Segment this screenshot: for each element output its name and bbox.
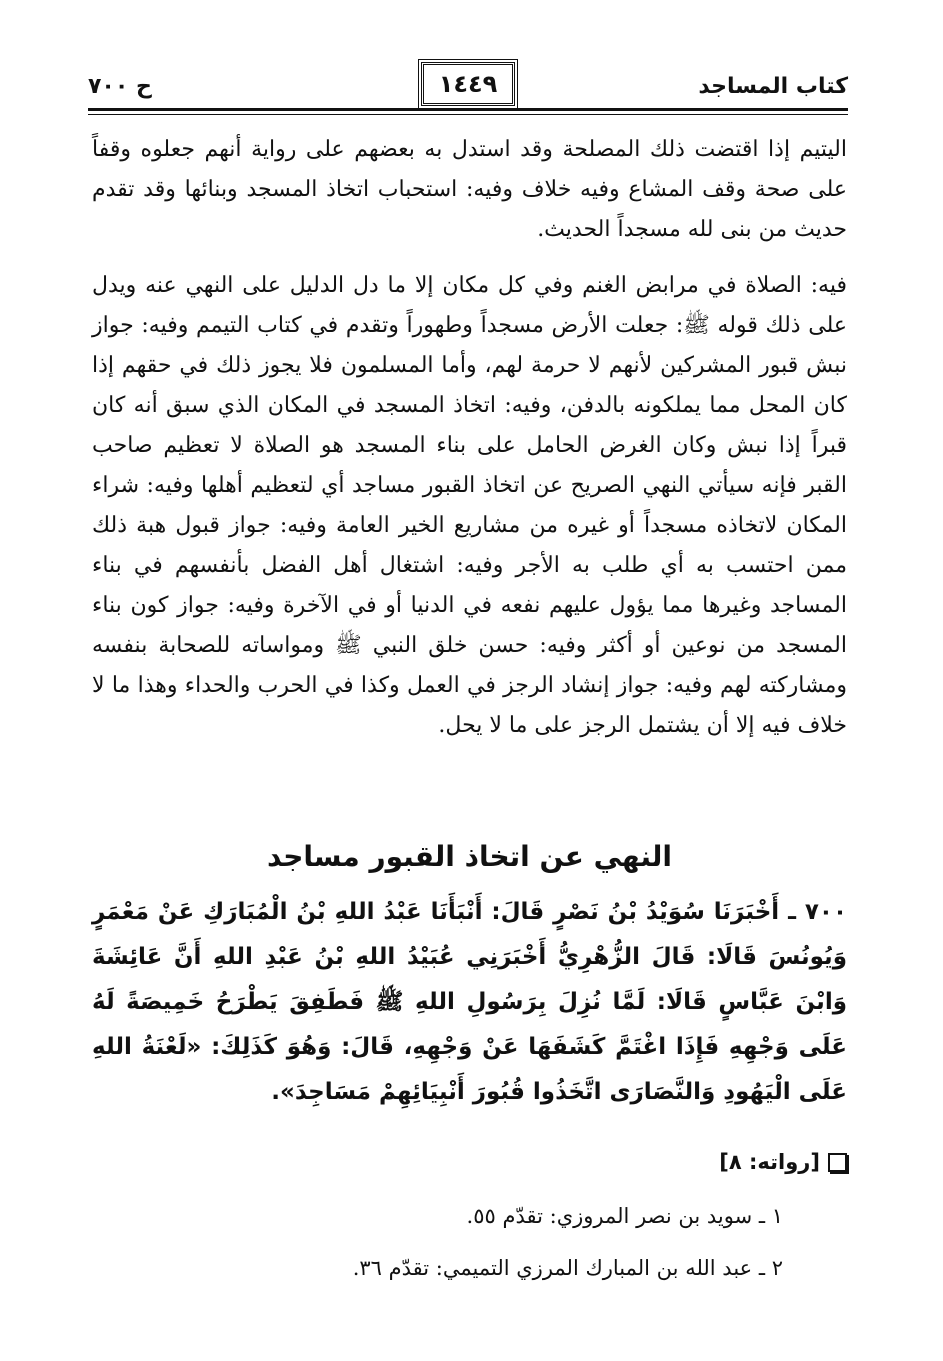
book-title: كتاب المساجد [698, 74, 848, 99]
narrator-item: ٢ ـ عبد الله بن المبارك المرزي التميمي: تقدّم ٣٦. [352, 1256, 783, 1280]
square-bullet-icon [828, 1153, 847, 1172]
page-number: ١٤٤٩ [421, 62, 515, 106]
hadith-reference: ح ٧٠٠ [88, 74, 152, 99]
section-title: النهي عن اتخاذ القبور مساجد [267, 840, 672, 873]
hadith-text: ٧٠٠ ـ أَخْبَرَنَا سُوَيْدُ بْنُ نَصْرٍ قَالَ: أَنْبَأَنَا عَبْدُ اللهِ بْنُ الْمُبَارَكِ عَنْ مَعْمَرٍ وَيُونُسَ قَالَا: قَالَ الزُّهْرِيُّ أَخْبَرَنِي عُبَيْدُ اللهِ بْنُ عَبْدِ اللهِ أَنَّ عَائِشَةَ وَابْنَ عَبَّاسٍ قَالَا: لَمَّا نُزِلَ بِرَسُولِ اللهِ ﷺ فَطَفِقَ يَطْرَحُ خَمِيصَةً لَهُ عَلَى وَجْهِهِ فَإِذَا اغْتَمَّ كَشَفَهَا عَنْ وَجْهِهِ، قَالَ: وَهُوَ كَذَلِكَ: «لَعْنَةُ اللهِ عَلَى الْيَهُودِ وَالنَّصَارَى اتَّخَذُوا قُبُورَ أَنْبِيَائِهِمْ مَسَاجِدَ». [92, 899, 847, 1105]
commentary-paragraph-1: اليتيم إذا اقتضت ذلك المصلحة وقد استدل به بعضهم على رواية أنهم جعلوه وقفاً على صحة وقف المشاع وفيه خلاف وفيه: استحباب اتخاذ المسجد وبنائها وقد تقدم حديث من بنى لله مسجداً الحديث. [92, 137, 847, 242]
page-header [88, 62, 848, 112]
narrator-item: ١ ـ سويد بن نصر المروزي: تقدّم ٥٥. [466, 1204, 783, 1228]
narrators-count-label: [رواته: ٨] [719, 1150, 820, 1174]
narrators-heading [719, 1150, 847, 1174]
header-divider [88, 108, 848, 115]
commentary-paragraph-2: فيه: الصلاة في مرابض الغنم وفي كل مكان إلا ما دل الدليل على النهي عنه ويدل على ذلك قوله ﷺ: جعلت الأرض مسجداً وطهوراً وتقدم في كتاب التيمم وفيه: جواز نبش قبور المشركين لأنهم لا حرمة لهم، وأما المسلمون فلا يجوز ذلك في حقهم إذا كان المحل مما يملكونه بالدفن، وفيه: اتخاذ المسجد في المكان الذي سبق أنه كان قبراً إذا نبش وكان الغرض الحامل على بناء المسجد هو الصلاة لا تعظيم صاحب القبر فإنه سيأتي النهي الصريح عن اتخاذ القبور مساجد أي لتعظيم أهلها وفيه: شراء المكان لاتخاذه مسجداً أو غيره من مشاريع الخير العامة وفيه: جواز قبول هبة ذلك ممن احتسب به أي طلب به الأجر وفيه: اشتغال أهل الفضل بأنفسهم في بناء المساجد وغيرها مما يؤول عليهم نفعه في الدنيا أو في الآخرة وفيه: جواز كون بناء المسجد من نوعين أو أكثر وفيه: حسن خلق النبي ﷺ ومواساته للصحابة بنفسه ومشاركته لهم وفيه: جواز إنشاد الرجز في العمل وكذا في الحرب والحداء وهذا ما لا خلاف فيه إلا أن يشتمل الرجز على ما لا يحل. [92, 273, 847, 738]
narrator-list [353, 1190, 783, 1294]
